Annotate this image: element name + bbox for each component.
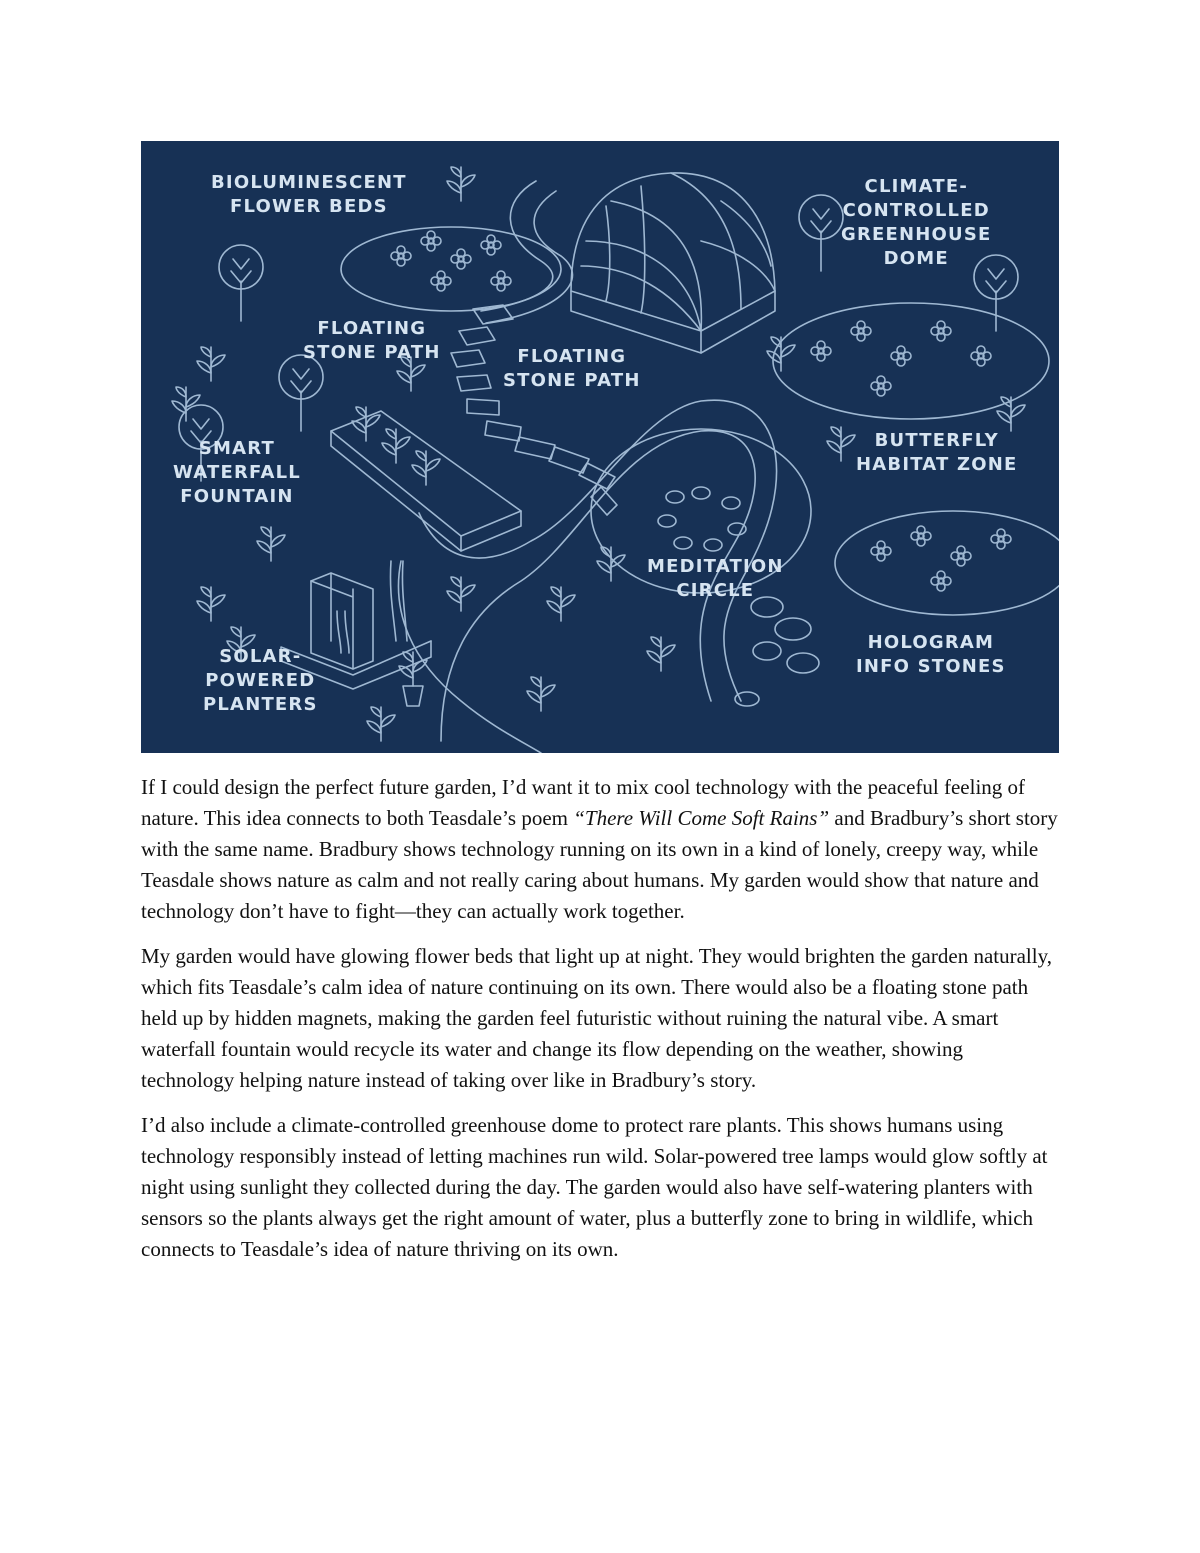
leaf-icon	[527, 677, 555, 711]
label-greenhouse-dome: CLIMATE- CONTROLLED GREENHOUSE DOME	[841, 176, 992, 269]
leaf-icon	[767, 337, 795, 371]
label-meditation-circle: MEDITATION CIRCLE	[647, 556, 784, 601]
leaf-icon	[447, 577, 475, 611]
paragraph-3: I’d also include a climate-controlled greenhouse dome to protect rare plants. This shows humans using technology responsibly instead of letting machines run wild. Solar-powered tree lamps would glow softly at night using sunlight they collected during the day. The garden would also have self-watering planters with sensors so the plants always get the right amount of water, plus a butterfly zone to bring in wildlife, which connects to Teasdale’s idea of nature thriving on its own.	[141, 1113, 1048, 1261]
leaf-icon	[827, 427, 855, 461]
flower-icon	[451, 249, 471, 269]
flower-icon	[871, 376, 891, 396]
leaf-icon	[172, 387, 200, 421]
paragraph-1	[141, 772, 1061, 927]
floating-stone-path	[451, 305, 617, 515]
essay-body	[141, 772, 1061, 1279]
garden-illustration	[141, 141, 1059, 753]
tree-icon	[799, 195, 843, 271]
leaf-icon	[367, 707, 395, 741]
flower-icon	[891, 346, 911, 366]
leaf-icon	[547, 587, 575, 621]
flower-icon	[931, 571, 951, 591]
leaf-icon	[197, 347, 225, 381]
tree-icon	[279, 355, 323, 431]
paragraph-2: My garden would have glowing flower beds that light up at night. They would brighten the garden naturally, which fits Teasdale’s calm idea of nature continuing on its own. There would also be a floating stone path held up by hidden magnets, making the garden feel futuristic without ruining the natural vibe. A smart waterfall fountain would recycle its water and change its flow depending on the weather, showing technology helping nature instead of taking over like in Bradbury’s story.	[141, 944, 1052, 1092]
label-stone-path-center: FLOATING STONE PATH	[503, 346, 641, 391]
hologram-info-stones	[735, 597, 819, 706]
leaf-icon	[597, 547, 625, 581]
label-flower-beds: BIOLUMINESCENT FLOWER BEDS	[211, 172, 407, 217]
flower-icon	[911, 526, 931, 546]
leaf-icon	[647, 637, 675, 671]
tree-icon	[219, 245, 263, 321]
flower-icon	[951, 546, 971, 566]
label-butterfly-habitat: BUTTERFLY HABITAT ZONE	[856, 430, 1018, 475]
label-stone-path-left: FLOATING STONE PATH	[303, 318, 441, 363]
pot-icon	[399, 652, 427, 706]
flower-icon	[421, 231, 441, 251]
flower-icon	[491, 271, 511, 291]
flower-icon	[991, 529, 1011, 549]
leaf-icon	[447, 167, 475, 201]
flower-icon	[871, 541, 891, 561]
flower-icon	[431, 271, 451, 291]
flower-icon	[481, 235, 501, 255]
flower-icon	[391, 246, 411, 266]
flower-icon	[851, 321, 871, 341]
raised-planter-bed	[331, 407, 521, 551]
flower-icon	[971, 346, 991, 366]
flower-icon	[931, 321, 951, 341]
paragraph-1-text-start: If I could design the perfect future garden, I’d want it to mix cool technology with the peaceful feeling of nature. This idea connects to both Teasdale’s poem	[141, 775, 1026, 830]
flower-icon	[811, 341, 831, 361]
label-waterfall-fountain: SMART WATERFALL FOUNTAIN	[173, 438, 301, 507]
greenhouse-dome	[571, 173, 775, 353]
leaf-icon	[257, 527, 285, 561]
poem-title: “There Will Come Soft Rains”	[573, 806, 830, 830]
leaf-icon	[997, 397, 1025, 431]
leaf-icon	[197, 587, 225, 621]
paragraph-1-text-end: and Bradbury’s short story with the same name. Bradbury shows technology running on its own in a kind of lonely, creepy way, while Teasdale shows nature as calm and not really caring about humans. My garden would show that nature and technology don’t have to fight—they can actually work together.	[141, 806, 1058, 923]
label-solar-planters: SOLAR- POWERED PLANTERS	[203, 646, 318, 715]
label-hologram-stones: HOLOGRAM INFO STONES	[856, 632, 1006, 677]
